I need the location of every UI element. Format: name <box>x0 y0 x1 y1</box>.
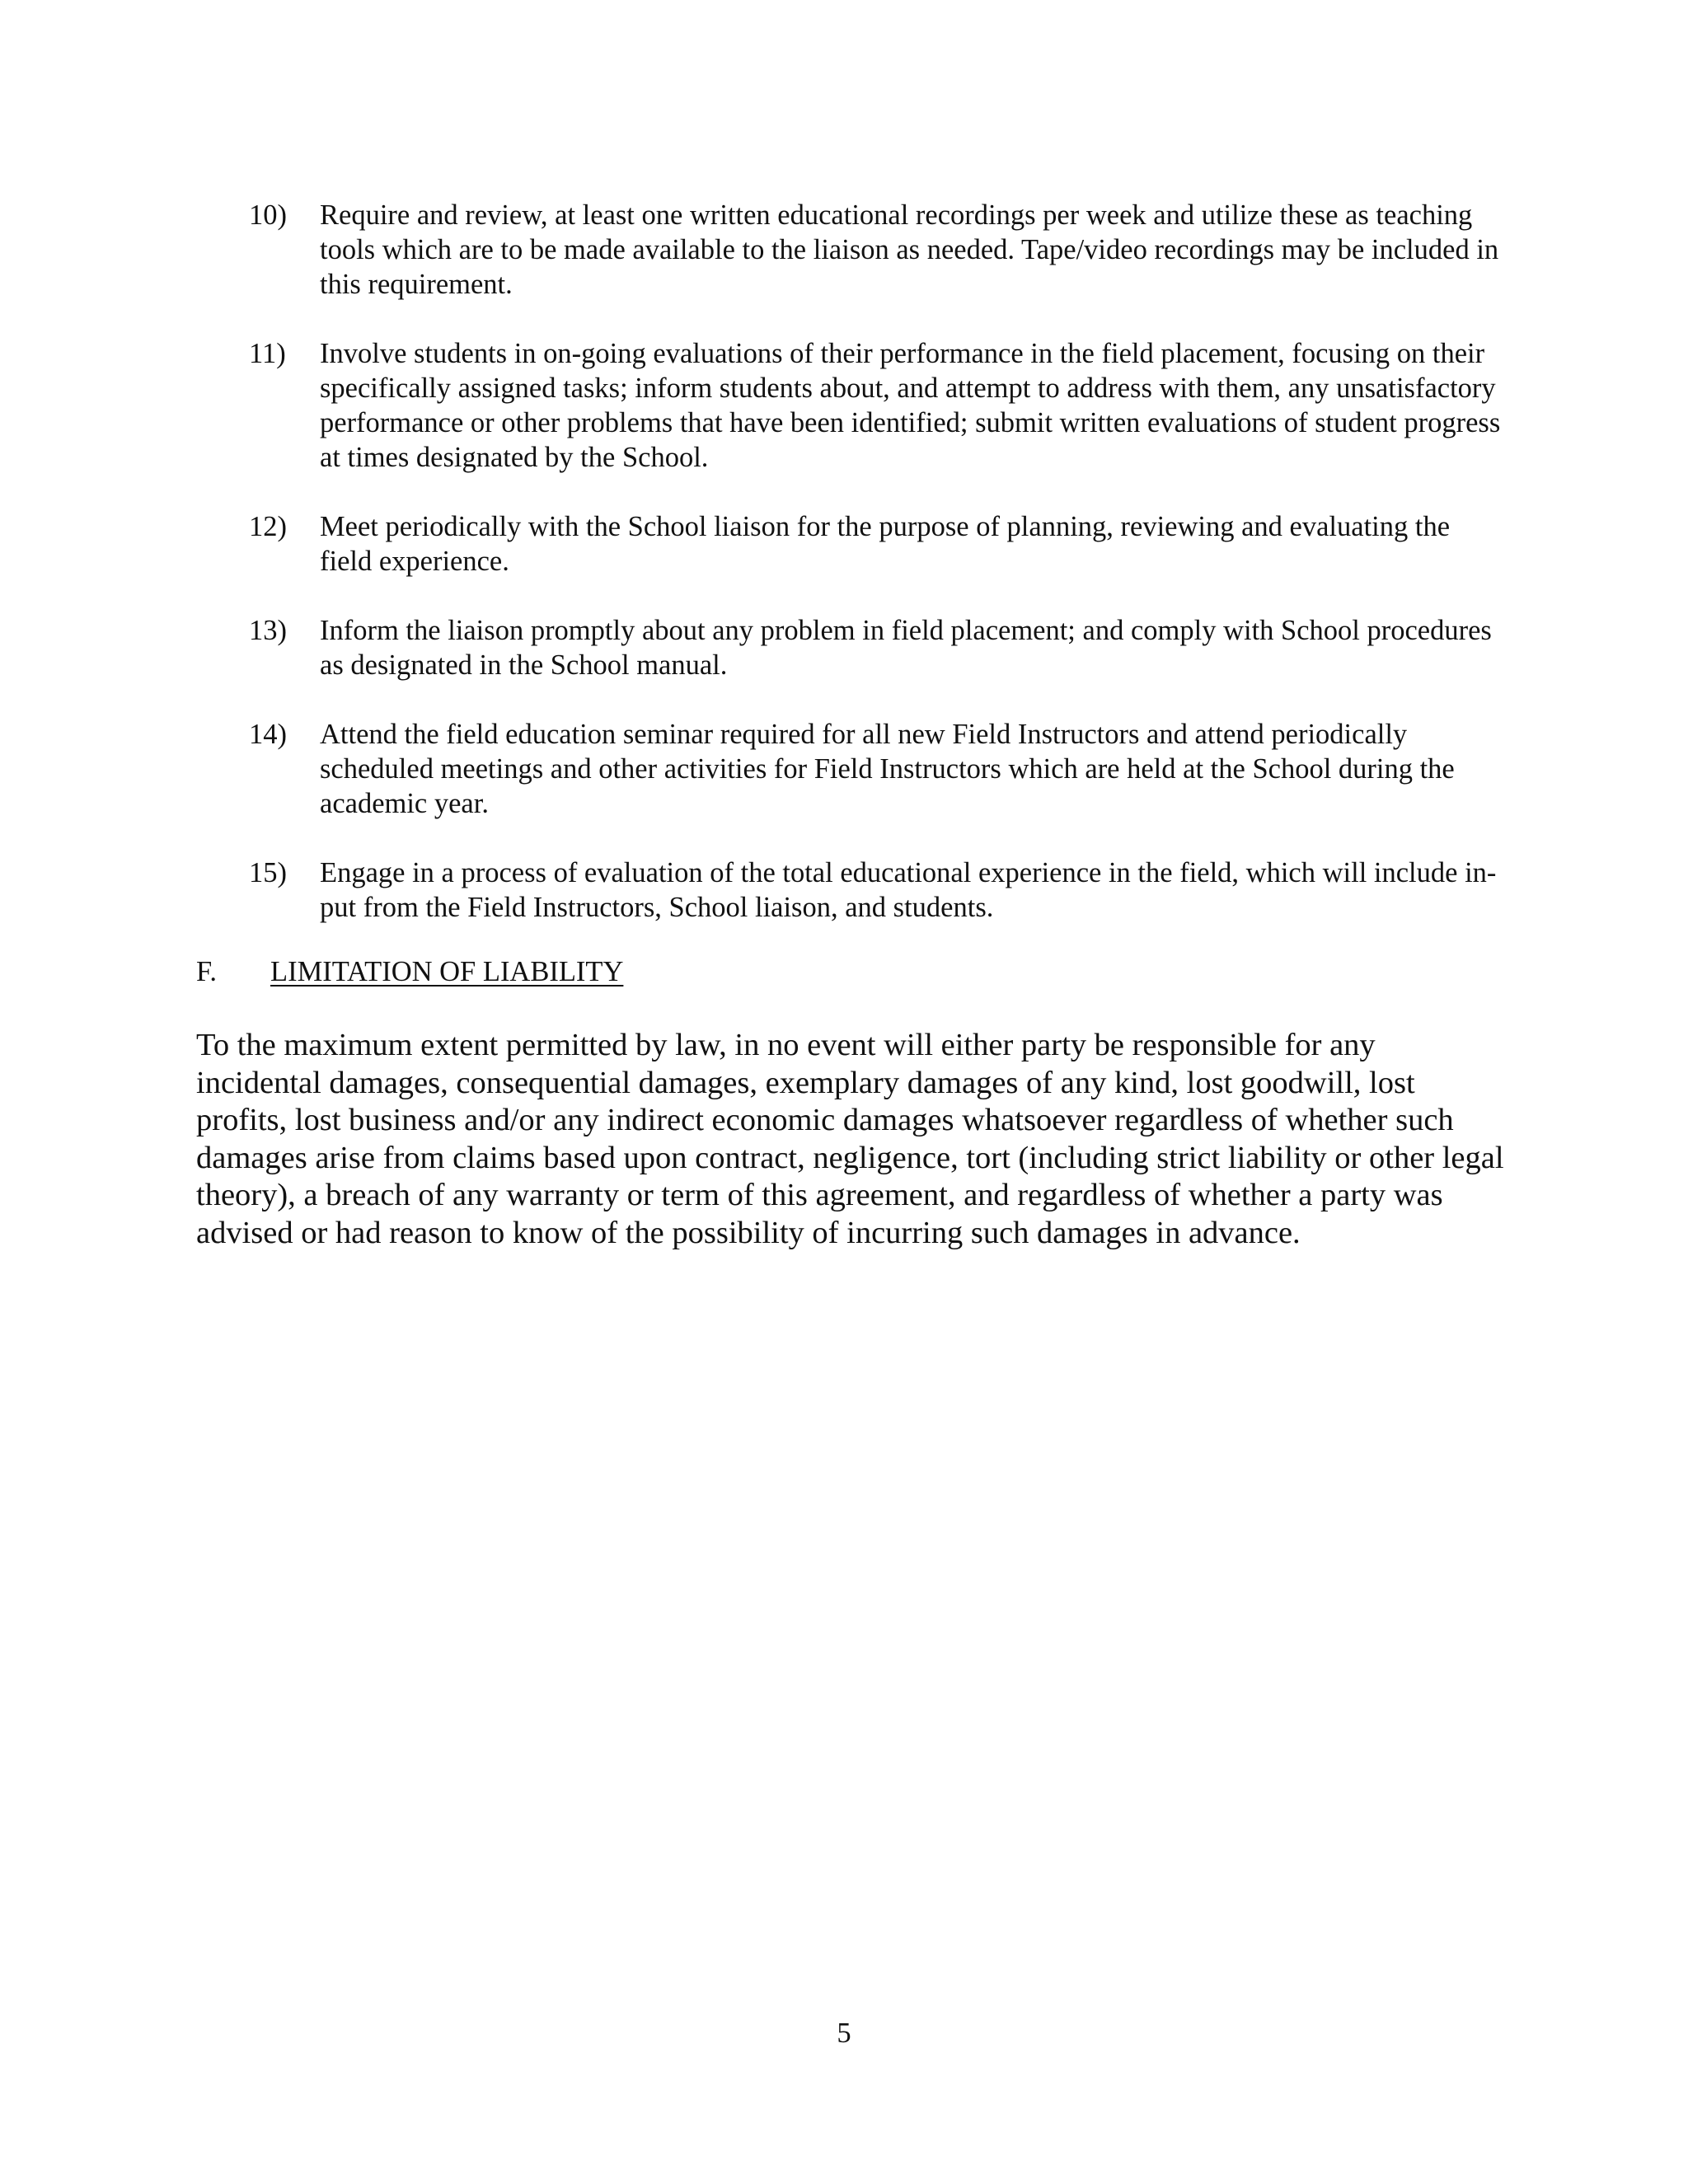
page-number: 5 <box>837 2018 851 2049</box>
liability-paragraph: To the maximum extent permitted by law, in no event will either party be responsible for any incidental damages, consequential damages, exemplary damages of any kind, lost goodwill, lost profits, lost business and/or any indirect economic damages whatsoever regardless of whether such damages arise from claims based upon contract, negligence, tort (including strict liability or other legal theory), a breach of any warranty or term of this agreement, and regardless of whether a party was advised or had reason to know of the possibility of incurring such damages in advance. <box>196 1028 1504 1250</box>
list-item-text: Inform the liaison promptly about any problem in field placement; and comply with School procedures as designated in the School manual. <box>320 615 1492 681</box>
list-item <box>249 855 1502 925</box>
list-item-text: Attend the field education seminar required for all new Field Instructors and attend periodically scheduled meetings and other activities for Field Instructors which are held at the School during the academic year. <box>320 719 1455 819</box>
list-item-number: 15) <box>249 857 287 888</box>
list-item <box>249 198 1502 302</box>
section-title: LIMITATION OF LIABILITY <box>270 956 624 987</box>
list-item-number: 11) <box>249 338 286 369</box>
responsibilities-list <box>249 198 1502 959</box>
list-item <box>249 509 1502 579</box>
list-item <box>249 613 1502 682</box>
list-item-number: 10) <box>249 199 287 231</box>
list-item-number: 12) <box>249 511 287 542</box>
section-heading <box>196 954 623 989</box>
list-item <box>249 717 1502 821</box>
list-item <box>249 336 1502 475</box>
list-item-text: Involve students in on-going evaluations of their performance in the field placement, focusing on their specifically assigned tasks; inform students about, and attempt to address with them, any unsatisfactory performance or other problems that have been identified; submit written evaluations of student progress at times designated by the School. <box>320 338 1501 473</box>
list-item-text: Require and review, at least one written educational recordings per week and utilize these as teaching tools which are to be made available to the liaison as needed. Tape/video recordings may be included in this requirement. <box>320 199 1499 300</box>
list-item-number: 14) <box>249 719 287 750</box>
section-letter: F. <box>196 956 218 987</box>
list-item-text: Engage in a process of evaluation of the total educational experience in the field, which will include in-put from the Field Instructors, School liaison, and students. <box>320 857 1497 923</box>
list-item-number: 13) <box>249 615 287 646</box>
list-item-text: Meet periodically with the School liaison for the purpose of planning, reviewing and evaluating the field experience. <box>320 511 1451 577</box>
